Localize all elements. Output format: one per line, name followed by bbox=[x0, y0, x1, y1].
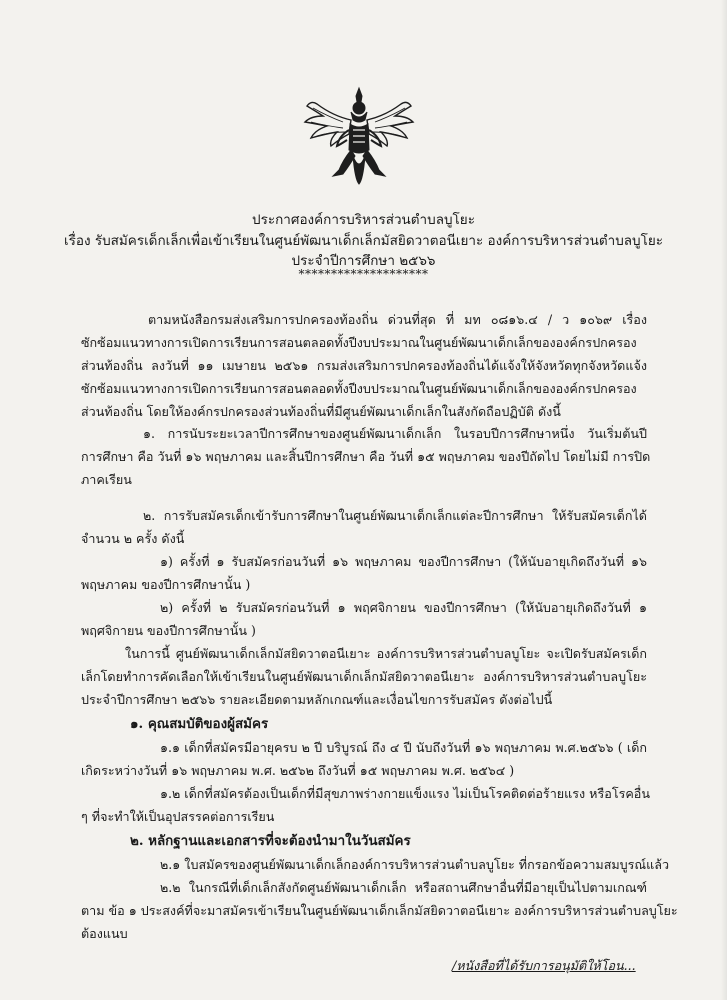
section-2-2-line: ๒.๒ ในกรณีที่เด็กเล็กสังกัดศูนย์พัฒนาเด็กเล็ก หรือสถานศึกษาอื่นที่มีอายุเป็นไปตามเกณฑ์ bbox=[160, 880, 647, 895]
intro-line: ซักซ้อมแนวทางการเปิดการเรียนการสอนตลอดทั้งปีงบประมาณในศูนย์พัฒนาเด็กเล็กขององค์กรปกครอง bbox=[81, 335, 637, 350]
academic-year-line: ประจำปีการศึกษา ๒๕๖๖ bbox=[291, 253, 436, 269]
section-2-2-line: ต้องแนบ bbox=[81, 926, 128, 941]
announce-line: ประจำปีการศึกษา ๒๕๖๖ รายละเอียดตามหลักเกณฑ์และเงื่อนไขการรับสมัคร ดังต่อไปนี้ bbox=[81, 692, 553, 707]
section-2-1-line: ๒.๑ ใบสมัครของศูนย์พัฒนาเด็กเล็กองค์การบริหารส่วนตำบลบูโยะ ที่กรอกข้อความสมบูรณ์แล้ว bbox=[160, 857, 670, 872]
announcement-title: ประกาศองค์การบริหารส่วนตำบลบูโยะ bbox=[252, 212, 475, 228]
item-2-line: จำนวน ๒ ครั้ง ดังนี้ bbox=[81, 531, 185, 546]
scan-edge-shadow bbox=[721, 0, 727, 1000]
intro-line: ซักซ้อมแนวทางการเปิดการเรียนการสอนตลอดทั้งปีงบประมาณในศูนย์พัฒนาเด็กเล็กขององค์กรปกครอง bbox=[81, 381, 637, 396]
item-1-line: การศึกษา คือ วันที่ ๑๖ พฤษภาคม และสิ้นปีการศึกษา คือ วันที่ ๑๕ พฤษภาคม ของปีถัดไป โดยไม่มี การปิด bbox=[81, 449, 651, 464]
header-separator: ******************** bbox=[298, 267, 429, 281]
announcement-subject: เรื่อง รับสมัครเด็กเล็กเพื่อเข้าเรียนในศูนย์พัฒนาเด็กเล็กมัสยิดวาตอนีเยาะ องค์การบริหารส่วนตำบลบูโยะ bbox=[63, 233, 664, 249]
item-2-2-line: ๒) ครั้งที่ ๒ รับสมัครก่อนวันที่ ๑ พฤศจิกายน ของปีการศึกษา (ให้นับอายุเกิดถึงวันที่ ๑ bbox=[160, 600, 647, 615]
item-2-2-line: พฤศจิกายน ของปีการศึกษานั้น ) bbox=[81, 623, 256, 638]
announce-line: ในการนี้ ศูนย์พัฒนาเด็กเล็กมัสยิดวาตอนีเยาะ องค์การบริหารส่วนตำบลบูโยะ จะเปิดรับสมัครเด็ก bbox=[125, 646, 647, 661]
garuda-emblem-icon bbox=[303, 86, 415, 186]
intro-line: ส่วนท้องถิ่น ลงวันที่ ๑๑ เมษายน ๒๕๖๑ กรมส่งเสริมการปกครองท้องถิ่นได้แจ้งให้จังหวัดทุกจังหวัดแจ้ง bbox=[81, 358, 647, 373]
announce-line: เล็กโดยทำการคัดเลือกให้เข้าเรียนในศูนย์พัฒนาเด็กเล็กมัสยิดวาตอนีเยาะ องค์การบริหารส่วนตำบลบูโยะ bbox=[81, 669, 647, 684]
item-2-line: ๒. การรับสมัครเด็กเข้ารับการศึกษาในศูนย์พัฒนาเด็กเล็กแต่ละปีการศึกษา ให้รับสมัครเด็กได้ bbox=[143, 508, 647, 523]
section-1-2-line: ๆ ที่จะทำให้เป็นอุปสรรคต่อการเรียน bbox=[81, 809, 275, 824]
section-1-1-line: ๑.๑ เด็กที่สมัครมีอายุครบ ๒ ปี บริบูรณ์ ถึง ๔ ปี นับถึงวันที่ ๑๖ พฤษภาคม พ.ศ.๒๕๖๖ ( เด็ก bbox=[160, 740, 647, 755]
intro-line: ตามหนังสือกรมส่งเสริมการปกครองท้องถิ่น ด่วนที่สุด ที่ มท ๐๘๑๖.๔ / ว ๑๐๖๙ เรื่อง bbox=[148, 312, 647, 327]
item-1-line: ๑. การนับระยะเวลาปีการศึกษาของศูนย์พัฒนาเด็กเล็ก ในรอบปีการศึกษาหนึ่ง วันเริ่มต้นปี bbox=[143, 426, 647, 441]
section-2-heading: ๒. หลักฐานและเอกสารที่จะต้องนำมาในวันสมัคร bbox=[130, 833, 411, 849]
item-2-1-line: ๑) ครั้งที่ ๑ รับสมัครก่อนวันที่ ๑๖ พฤษภาคม ของปีการศึกษา (ให้นับอายุเกิดถึงวันที่ ๑๖ bbox=[160, 554, 647, 569]
section-1-2-line: ๑.๒ เด็กที่สมัครต้องเป็นเด็กที่มีสุขภาพร่างกายแข็งแรง ไม่เป็นโรคติดต่อร้ายแรง หรือโรคอื่น bbox=[160, 786, 650, 801]
item-2-1-line: พฤษภาคม ของปีการศึกษานั้น ) bbox=[81, 577, 251, 592]
continuation-note: /หนังสือที่ได้รับการอนุมัติให้โอน... bbox=[452, 958, 636, 973]
section-2-2-line: ตาม ข้อ ๑ ประสงค์ที่จะมาสมัครเข้าเรียนในศูนย์พัฒนาเด็กเล็กมัสยิดวาตอนีเยาะ องค์การบริหารส่วนตำบลบูโยะ bbox=[81, 903, 678, 918]
section-1-1-line: เกิดระหว่างวันที่ ๑๖ พฤษภาคม พ.ศ. ๒๕๖๒ ถึงวันที่ ๑๕ พฤษภาคม พ.ศ. ๒๕๖๔ ) bbox=[81, 763, 515, 778]
item-1-line: ภาคเรียน bbox=[81, 472, 132, 487]
intro-line: ส่วนท้องถิ่น โดยให้องค์กรปกครองส่วนท้องถิ่นที่มีศูนย์พัฒนาเด็กเล็กในสังกัดถือปฏิบัติ ดังนี้ bbox=[81, 404, 561, 419]
section-1-heading: ๑. คุณสมบัติของผู้สมัคร bbox=[130, 716, 269, 732]
